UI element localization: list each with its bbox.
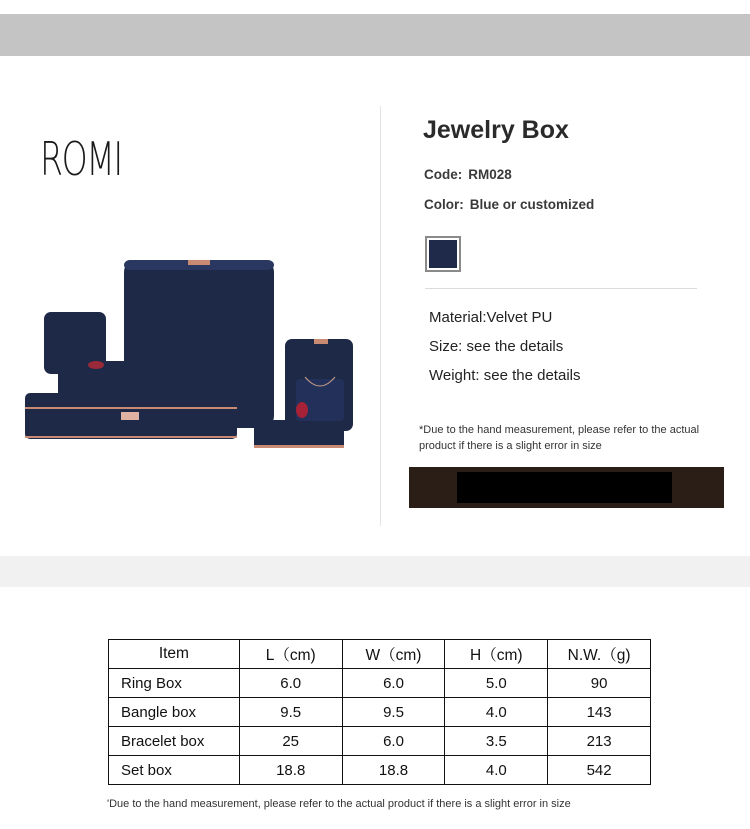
table-cell: 3.5 — [445, 727, 548, 756]
color-label: Color: — [424, 197, 464, 212]
horizontal-divider — [425, 288, 697, 289]
table-cell: 4.0 — [445, 756, 548, 785]
table-header-row — [109, 640, 651, 669]
table-cell: 90 — [548, 669, 651, 698]
table-cell: 18.8 — [342, 756, 445, 785]
table-cell: 9.5 — [239, 698, 342, 727]
table-header-cell: Item — [109, 640, 240, 669]
code-label: Code: — [424, 167, 463, 182]
table-row — [109, 756, 651, 785]
table-cell: 6.0 — [239, 669, 342, 698]
table-header-cell: L（cm) — [239, 640, 342, 669]
table-cell: 542 — [548, 756, 651, 785]
table-header-cell: H（cm) — [445, 640, 548, 669]
color-swatch[interactable] — [425, 236, 461, 272]
table-cell: 25 — [239, 727, 342, 756]
table-cell: 213 — [548, 727, 651, 756]
redacted-box — [457, 472, 672, 503]
table-footnote: 'Due to the hand measurement, please refer to the actual product if there is a slight error in size — [107, 798, 571, 810]
table-cell: Bangle box — [109, 698, 240, 727]
code-value: RM028 — [468, 167, 512, 182]
section-separator-band — [0, 556, 750, 587]
table-row — [109, 727, 651, 756]
table-cell: 6.0 — [342, 669, 445, 698]
brand-logo: ROMI — [40, 132, 122, 186]
product-code-line — [424, 167, 512, 182]
detail-size: Size: see the details — [429, 338, 564, 355]
table-cell: 4.0 — [445, 698, 548, 727]
measurement-note: *Due to the hand measurement, please refer to the actual product if there is a slight error in size — [419, 424, 700, 452]
product-title: Jewelry Box — [423, 116, 569, 144]
table-row — [109, 669, 651, 698]
table-cell: 143 — [548, 698, 651, 727]
detail-material: Material:Velvet PU — [429, 309, 553, 326]
product-photo — [22, 255, 362, 465]
color-swatch-fill — [429, 240, 457, 268]
size-table — [108, 639, 651, 785]
table-cell: 6.0 — [342, 727, 445, 756]
table-header-cell: N.W.（g) — [548, 640, 651, 669]
dark-banner — [409, 467, 724, 508]
color-value: Blue or customized — [469, 197, 595, 212]
table-header-cell: W（cm) — [342, 640, 445, 669]
table-cell: Bracelet box — [109, 727, 240, 756]
table-cell: 9.5 — [342, 698, 445, 727]
vertical-divider — [380, 106, 381, 526]
top-banner-band — [0, 14, 750, 56]
table-cell: Ring Box — [109, 669, 240, 698]
table-cell: 18.8 — [239, 756, 342, 785]
table-cell: Set box — [109, 756, 240, 785]
table-row — [109, 698, 651, 727]
detail-weight: Weight: see the details — [429, 367, 581, 384]
table-cell: 5.0 — [445, 669, 548, 698]
product-color-line — [424, 197, 594, 212]
